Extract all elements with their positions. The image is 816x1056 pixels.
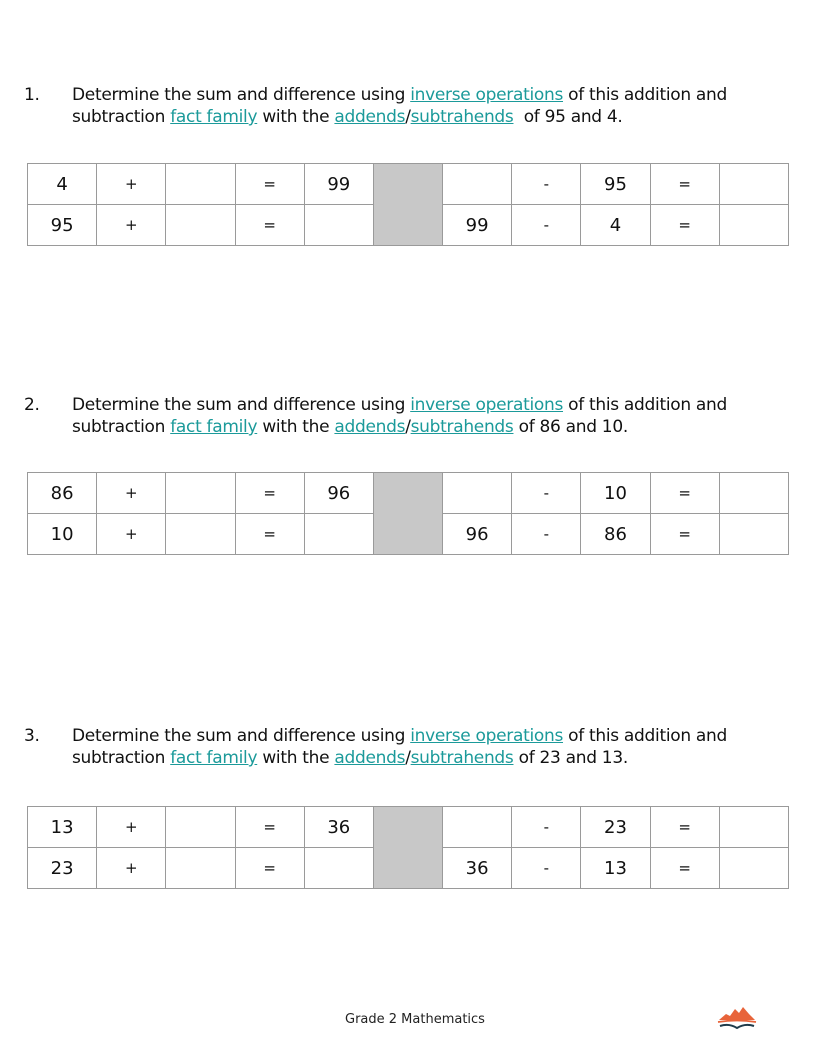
answer-cell[interactable] [443,473,512,514]
question-number: 1. [24,85,40,105]
minus-sign: - [512,205,581,246]
answer-cell[interactable] [304,514,373,555]
answer-cell[interactable] [443,164,512,205]
table-cell: 23 [28,848,97,889]
answer-cell[interactable] [166,514,235,555]
link-subtrahends[interactable]: subtrahends [410,417,514,437]
equals-sign: = [650,514,719,555]
plus-sign: + [97,473,166,514]
answer-cell[interactable] [719,514,788,555]
minus-sign: - [512,514,581,555]
table-cell: 96 [443,514,512,555]
answer-cell[interactable] [166,164,235,205]
minus-sign: - [512,164,581,205]
question-number: 2. [24,395,40,415]
mountain-book-logo-icon [716,1005,758,1031]
answer-cell[interactable] [443,807,512,848]
table-cell: 10 [28,514,97,555]
plus-sign: + [97,848,166,889]
link-inverse-operations[interactable]: inverse operations [410,395,564,415]
answer-cell[interactable] [166,473,235,514]
equals-sign: = [650,205,719,246]
minus-sign: - [512,848,581,889]
equals-sign: = [235,807,304,848]
table-cell: 36 [304,807,373,848]
link-fact-family[interactable]: fact family [170,107,258,127]
table-row [28,473,789,514]
divider-cell [373,807,442,889]
link-fact-family[interactable]: fact family [170,417,258,437]
equals-sign: = [650,164,719,205]
divider-cell [373,164,442,246]
answer-cell[interactable] [166,848,235,889]
answer-cell[interactable] [166,807,235,848]
link-addends[interactable]: addends [334,748,406,768]
plus-sign: + [97,205,166,246]
plus-sign: + [97,164,166,205]
table-cell: 99 [443,205,512,246]
plus-sign: + [97,807,166,848]
table-cell: 4 [28,164,97,205]
table-cell: 23 [581,807,650,848]
answer-cell[interactable] [166,205,235,246]
equals-sign: = [235,514,304,555]
fact-family-table [27,472,789,555]
table-row [28,164,789,205]
link-addends[interactable]: addends [334,417,406,437]
table-row [28,807,789,848]
answer-cell[interactable] [719,205,788,246]
answer-cell[interactable] [719,848,788,889]
link-inverse-operations[interactable]: inverse operations [410,726,564,746]
link-subtrahends[interactable]: subtrahends [410,748,514,768]
question-number: 3. [24,726,40,746]
table-cell: 13 [581,848,650,889]
equals-sign: = [235,164,304,205]
equals-sign: = [235,205,304,246]
divider-cell [373,473,442,555]
answer-cell[interactable] [719,473,788,514]
table-cell: 86 [28,473,97,514]
answer-cell[interactable] [304,205,373,246]
table-cell: 4 [581,205,650,246]
link-fact-family[interactable]: fact family [170,748,258,768]
equals-sign: = [235,473,304,514]
footer-title: Grade 2 Mathematics [345,1012,485,1027]
table-cell: 95 [581,164,650,205]
table-cell: 86 [581,514,650,555]
link-subtrahends[interactable]: subtrahends [410,107,514,127]
table-cell: 96 [304,473,373,514]
table-cell: 36 [443,848,512,889]
equals-sign: = [650,807,719,848]
fact-family-table [27,163,789,246]
fact-family-table [27,806,789,889]
link-addends[interactable]: addends [334,107,406,127]
equals-sign: = [650,473,719,514]
answer-cell[interactable] [304,848,373,889]
answer-cell[interactable] [719,164,788,205]
equals-sign: = [650,848,719,889]
equals-sign: = [235,848,304,889]
minus-sign: - [512,473,581,514]
plus-sign: + [97,514,166,555]
answer-cell[interactable] [719,807,788,848]
table-cell: 99 [304,164,373,205]
link-inverse-operations[interactable]: inverse operations [410,85,564,105]
table-cell: 10 [581,473,650,514]
minus-sign: - [512,807,581,848]
table-cell: 95 [28,205,97,246]
table-cell: 13 [28,807,97,848]
